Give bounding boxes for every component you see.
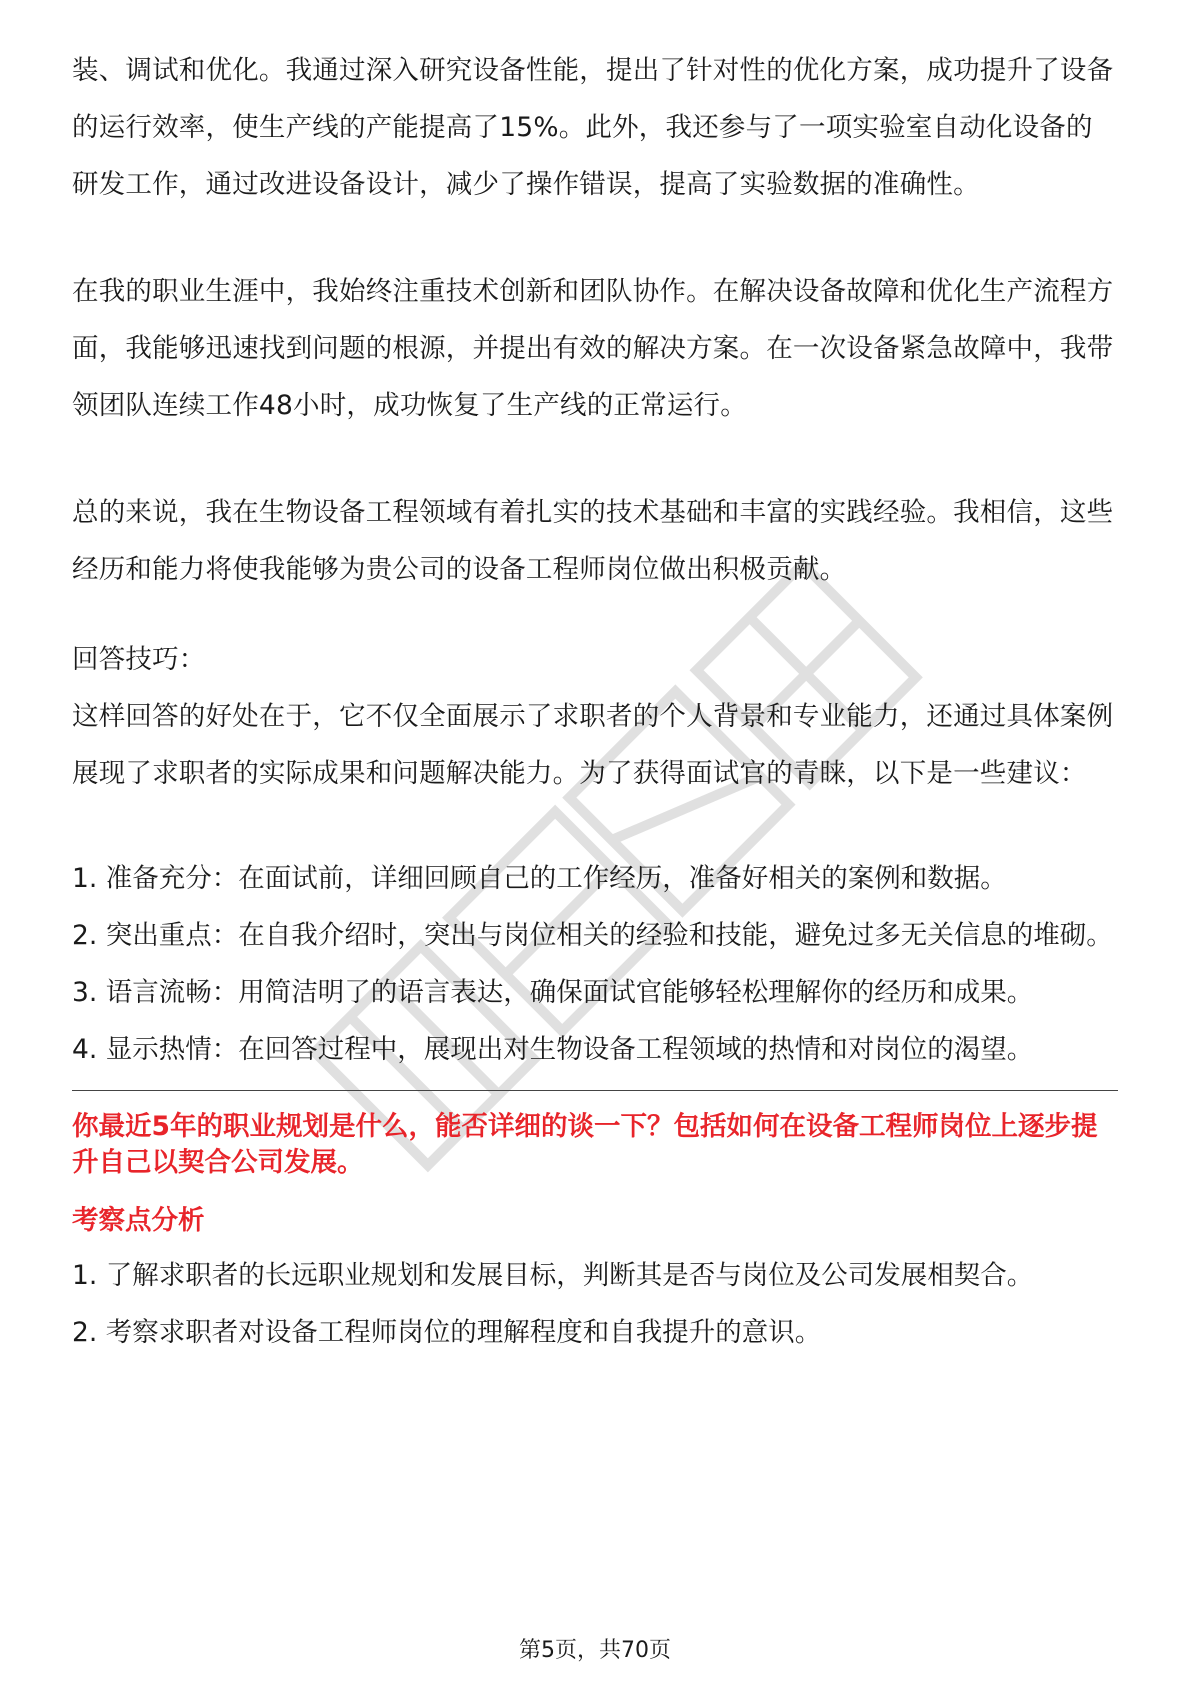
page-number: 第5页，共70页 [519, 1638, 671, 1663]
tips-list-item: 3. 语言流畅：用简洁明了的语言表达，确保面试官能够轻松理解你的经历和成果。 [72, 977, 1034, 1008]
tips-list-item: 1. 准备充分：在面试前，详细回顾自己的工作经历，准备好相关的案例和数据。 [72, 863, 1007, 894]
body-paragraph: 在我的职业生涯中，我始终注重技术创新和团队协作。在解决设备故障和优化生产流程方面，我能够迅速找到问题的根源，并提出有效的解决方案。在一次设备紧急故障中，我带领团队连续工作48小时，成功恢复了生产线的正常运行。 [72, 276, 1114, 421]
tips-list-item: 2. 突出重点：在自我介绍时，突出与岗位相关的经验和技能，避免过多无关信息的堆砌。 [72, 920, 1113, 951]
document-page [72, 42, 1118, 1361]
analysis-heading: 考察点分析 [72, 1205, 205, 1236]
analysis-list-item: 2. 考察求职者对设备工程师岗位的理解程度和自我提升的意识。 [72, 1317, 822, 1348]
analysis-list-item: 1. 了解求职者的长远职业规划和发展目标，判断其是否与岗位及公司发展相契合。 [72, 1260, 1034, 1291]
tips-list-item: 4. 显示热情：在回答过程中，展现出对生物设备工程领域的热情和对岗位的渴望。 [72, 1034, 1034, 1065]
tips-intro: 这样回答的好处在于，它不仅全面展示了求职者的个人背景和专业能力，还通过具体案例展现了求职者的实际成果和问题解决能力。为了获得面试官的青睐，以下是一些建议： [72, 701, 1114, 789]
body-paragraph: 装、调试和优化。我通过深入研究设备性能，提出了针对性的优化方案，成功提升了设备的运行效率，使生产线的产能提高了15%。此外，我还参与了一项实验室自动化设备的研发工作，通过改进设备设计，减少了操作错误，提高了实验数据的准确性。 [72, 55, 1114, 200]
section-divider [72, 1090, 1118, 1091]
body-paragraph: 总的来说，我在生物设备工程领域有着扎实的技术基础和丰富的实践经验。我相信，这些经历和能力将使我能够为贵公司的设备工程师岗位做出积极贡献。 [72, 497, 1114, 585]
tips-heading: 回答技巧： [72, 644, 206, 675]
interview-question: 你最近5年的职业规划是什么，能否详细的谈一下？包括如何在设备工程师岗位上逐步提升自己以契合公司发展。 [72, 1111, 1098, 1178]
